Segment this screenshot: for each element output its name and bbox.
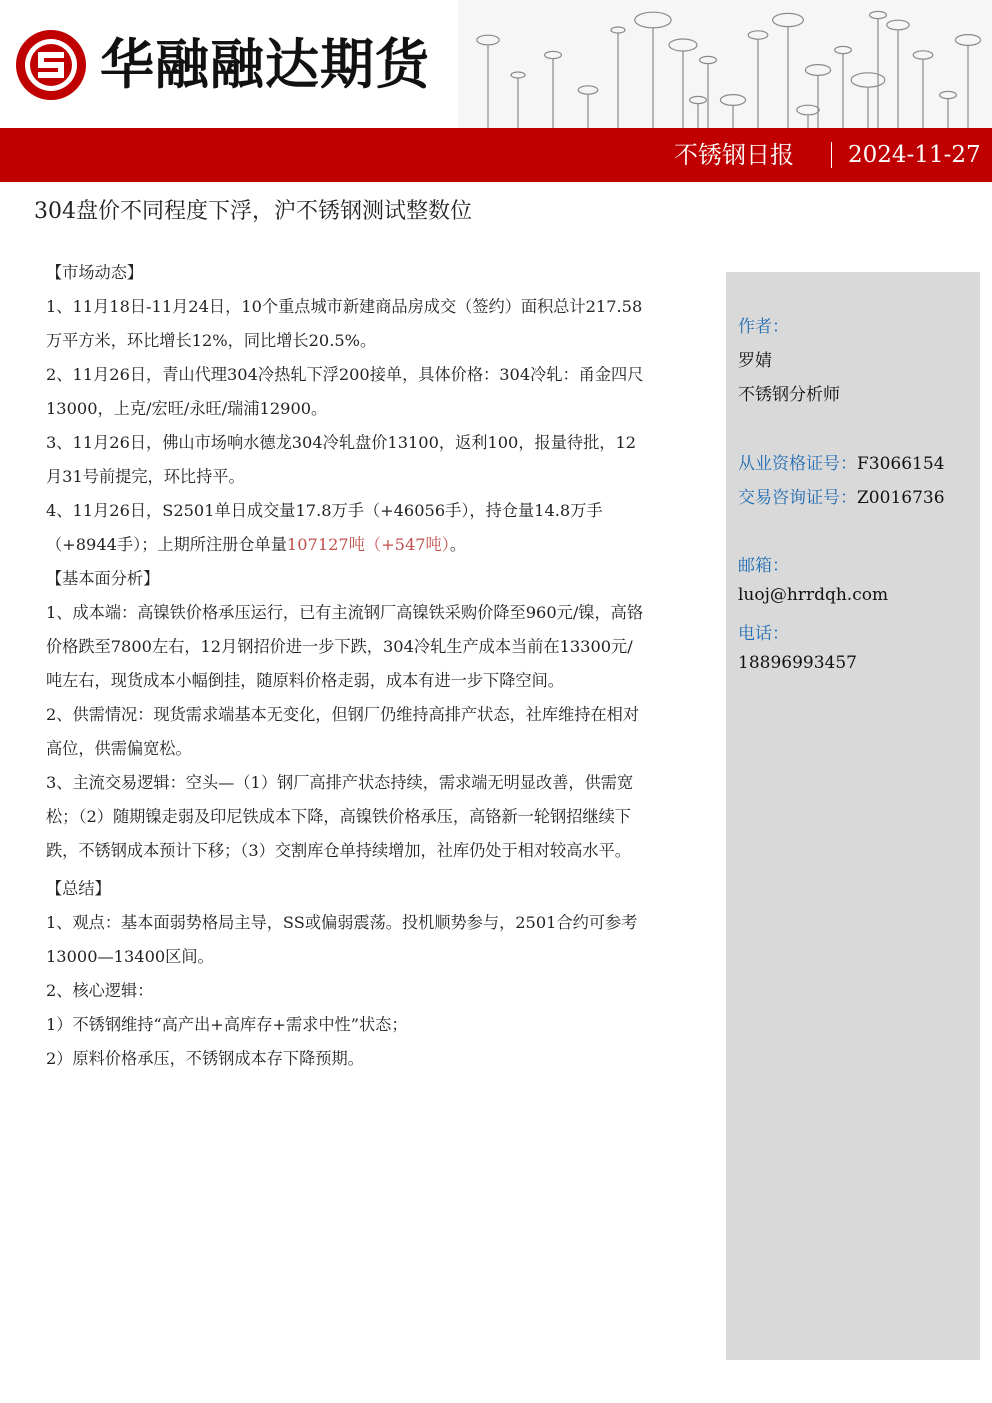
email-value[interactable]: luoj@hrrdqh.com <box>738 585 889 605</box>
market-item: 1、11月18日-11月24日，10个重点城市新建商品房成交（签约）面积总计217.58万平方米，环比增长12%，同比增长20.5%。 <box>46 297 643 350</box>
market-item-end: 。 <box>449 535 467 554</box>
author-label: 作者： <box>738 317 789 337</box>
report-header <box>0 0 992 183</box>
advisory-cert-label: 交易咨询证号： <box>738 488 857 508</box>
summary-item: 2、核心逻辑： <box>46 981 154 1000</box>
section-title-summary: 【总结】 <box>46 879 111 898</box>
email-label: 邮箱： <box>738 556 789 576</box>
fundamental-item: 1、成本端：高镍铁价格承压运行，已有主流钢厂高镍铁采购价降至960元/镍，高铬价格跌至7800左右，12月钢招价进一步下跌，304冷轧生产成本当前在13300元/吨左右，现货成本小幅倒挂，随原料价格走弱，成本有进一步下降空间。 <box>46 603 644 690</box>
headline: 304盘价不同程度下浮，沪不锈钢测试整数位 <box>34 199 472 224</box>
summary-item: 2）原料价格承压，不锈钢成本存下降预期。 <box>46 1049 364 1068</box>
fundamental-item: 3、主流交易逻辑：空头—（1）钢厂高排产状态持续，需求端无明显改善，供需宽松；（2）随期镍走弱及印尼铁成本下降，高镍铁价格承压，高铬新一轮钢招继续下跌，不锈钢成本预计下移；（3）交割库仓单持续增加，社库仍处于相对较高水平。 <box>46 773 634 860</box>
warehouse-receipt-highlight: 107127吨（+547吨） <box>286 535 450 554</box>
qualification-cert <box>738 449 945 474</box>
company-name: 华融融达期货 <box>100 33 430 96</box>
header-decoration <box>458 0 992 128</box>
author-name: 罗婧 <box>738 351 772 371</box>
author-sidebar <box>726 272 980 1360</box>
phone-label: 电话： <box>738 624 789 644</box>
qualification-cert-value: F3066154 <box>857 454 945 474</box>
summary-item: 1、观点：基本面弱势格局主导，SS或偏弱震荡。投机顺势参与，2501合约可参考13000—13400区间。 <box>46 913 638 966</box>
fundamental-item: 2、供需情况：现货需求端基本无变化，但钢厂仍维持高排产状态，社库维持在相对高位，供需偏宽松。 <box>46 705 640 758</box>
author-title: 不锈钢分析师 <box>738 385 840 405</box>
title-divider <box>831 142 832 168</box>
advisory-cert-value: Z0016736 <box>857 488 945 508</box>
market-item-text: 4、11月26日，S2501单日成交量17.8万手（+46056手），持仓量14.8万手（+8944手）；上期所注册仓单量 <box>46 501 603 554</box>
market-item: 3、11月26日，佛山市场响水德龙304冷轧盘价13100，返利100，报量待批，12月31号前提完，环比持平。 <box>46 433 637 486</box>
qualification-cert-label: 从业资格证号： <box>738 454 857 474</box>
advisory-cert <box>738 483 945 508</box>
market-item <box>46 494 646 562</box>
phone-value: 18896993457 <box>738 653 857 673</box>
report-date: 2024-11-27 <box>848 142 981 168</box>
market-item: 2、11月26日，青山代理304冷热轧下浮200接单，具体价格：304冷轧：甬金四尺13000，上克/宏旺/永旺/瑞浦12900。 <box>46 365 644 418</box>
title-bar <box>0 128 992 182</box>
section-title-fundamental: 【基本面分析】 <box>46 569 160 588</box>
company-logo-icon <box>14 28 88 102</box>
summary-item: 1）不锈钢维持“高产出+高库存+需求中性”状态； <box>46 1015 408 1034</box>
section-title-market: 【市场动态】 <box>46 263 144 282</box>
report-body <box>46 256 646 1076</box>
report-name: 不锈钢日报 <box>674 141 794 169</box>
